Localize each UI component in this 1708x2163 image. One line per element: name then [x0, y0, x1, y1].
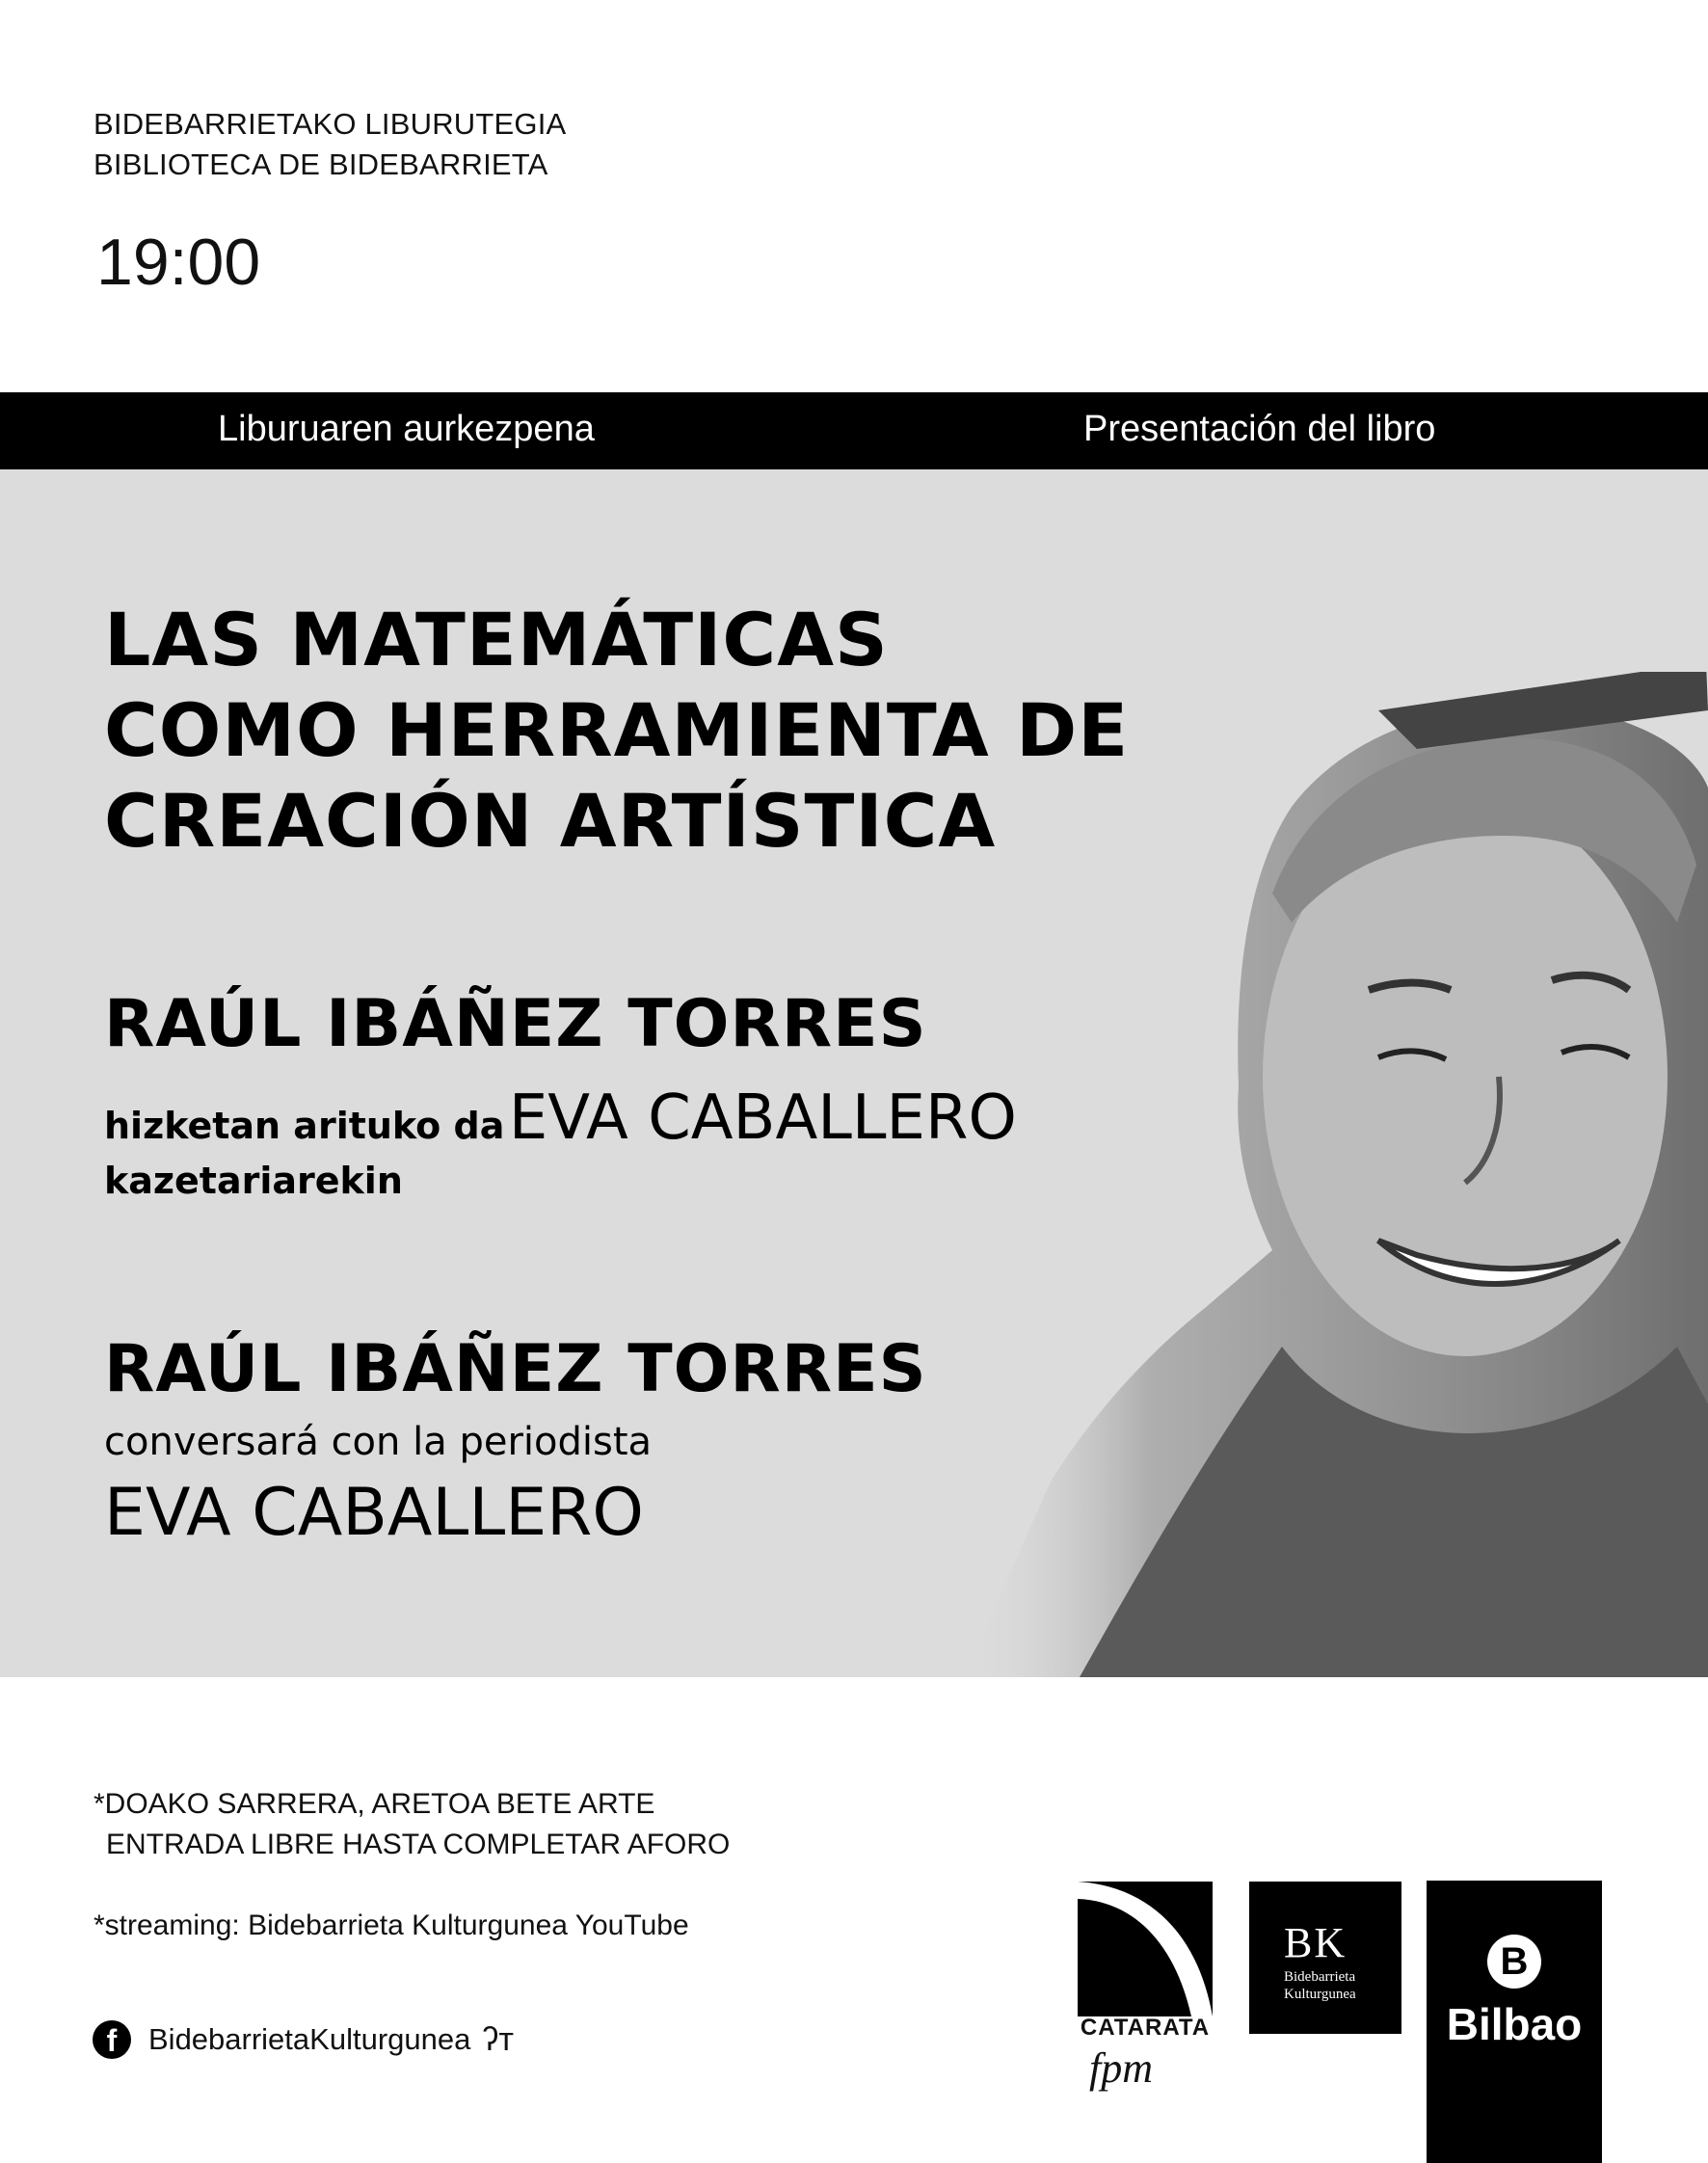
- entry-note-basque: *DOAKO SARRERA, ARETOA BETE ARTE: [93, 1788, 655, 1820]
- author-name-spanish: RAÚL IBÁÑEZ TORRES: [104, 1331, 927, 1407]
- author-name-basque: RAÚL IBÁÑEZ TORRES: [104, 986, 927, 1062]
- bk-mark: BK: [1284, 1919, 1348, 1966]
- bk-name: [1284, 1968, 1356, 2003]
- guest-name-basque: EVA CABALLERO: [508, 1082, 1017, 1154]
- venue-spanish: BIBLIOTECA DE BIDEBARRIETA: [93, 147, 548, 181]
- fpm-logo: fpm: [1089, 2044, 1153, 2092]
- bidebarrieta-kulturgunea-logo: [1249, 1882, 1401, 2034]
- facebook-link[interactable]: [93, 2018, 514, 2061]
- title-line-2: COMO HERRAMIENTA DE: [104, 687, 1130, 773]
- facebook-handle: BidebarrietaKulturgunea: [148, 2022, 471, 2056]
- basque-suffix: kazetariarekin: [104, 1160, 403, 1202]
- bk-name-line-1: Bidebarrieta: [1284, 1969, 1356, 1985]
- band-label-spanish: Presentación del libro: [1083, 409, 1436, 449]
- bk-name-line-2: Kulturgunea: [1284, 1987, 1356, 2002]
- catarata-name: CATARATA: [1080, 2015, 1211, 2041]
- catarata-logo: [1078, 1882, 1213, 2016]
- venue-basque: BIDEBARRIETAKO LIBURUTEGIA: [93, 107, 567, 141]
- main-panel: [0, 469, 1708, 1677]
- title-line-3: CREACIÓN ARTÍSTICA: [104, 778, 997, 864]
- entry-note-spanish: ENTRADA LIBRE HASTA COMPLETAR AFORO: [106, 1829, 731, 1860]
- spanish-intro: conversará con la periodista: [104, 1420, 653, 1464]
- basque-intro: hizketan arituko da: [104, 1105, 505, 1147]
- facebook-icon: f: [93, 2020, 131, 2059]
- hearing-loop-icon: ʔт: [482, 2020, 514, 2058]
- basque-intro-line: [104, 1082, 1017, 1154]
- bilbao-logo: [1427, 1881, 1602, 2163]
- streaming-note: *streaming: Bidebarrieta Kulturgunea YouTube: [93, 1909, 689, 1941]
- bilbao-mark: B: [1487, 1935, 1541, 1989]
- bilbao-name: Bilbao: [1446, 1999, 1583, 2049]
- band-label-basque: Liburuaren aurkezpena: [218, 409, 595, 449]
- book-title: [104, 595, 1129, 867]
- header-band: [0, 392, 1708, 469]
- guest-name-spanish: EVA CABALLERO: [104, 1475, 644, 1551]
- event-time: 19:00: [96, 226, 261, 299]
- venue: [93, 104, 566, 185]
- title-line-1: LAS MATEMÁTICAS: [104, 597, 889, 682]
